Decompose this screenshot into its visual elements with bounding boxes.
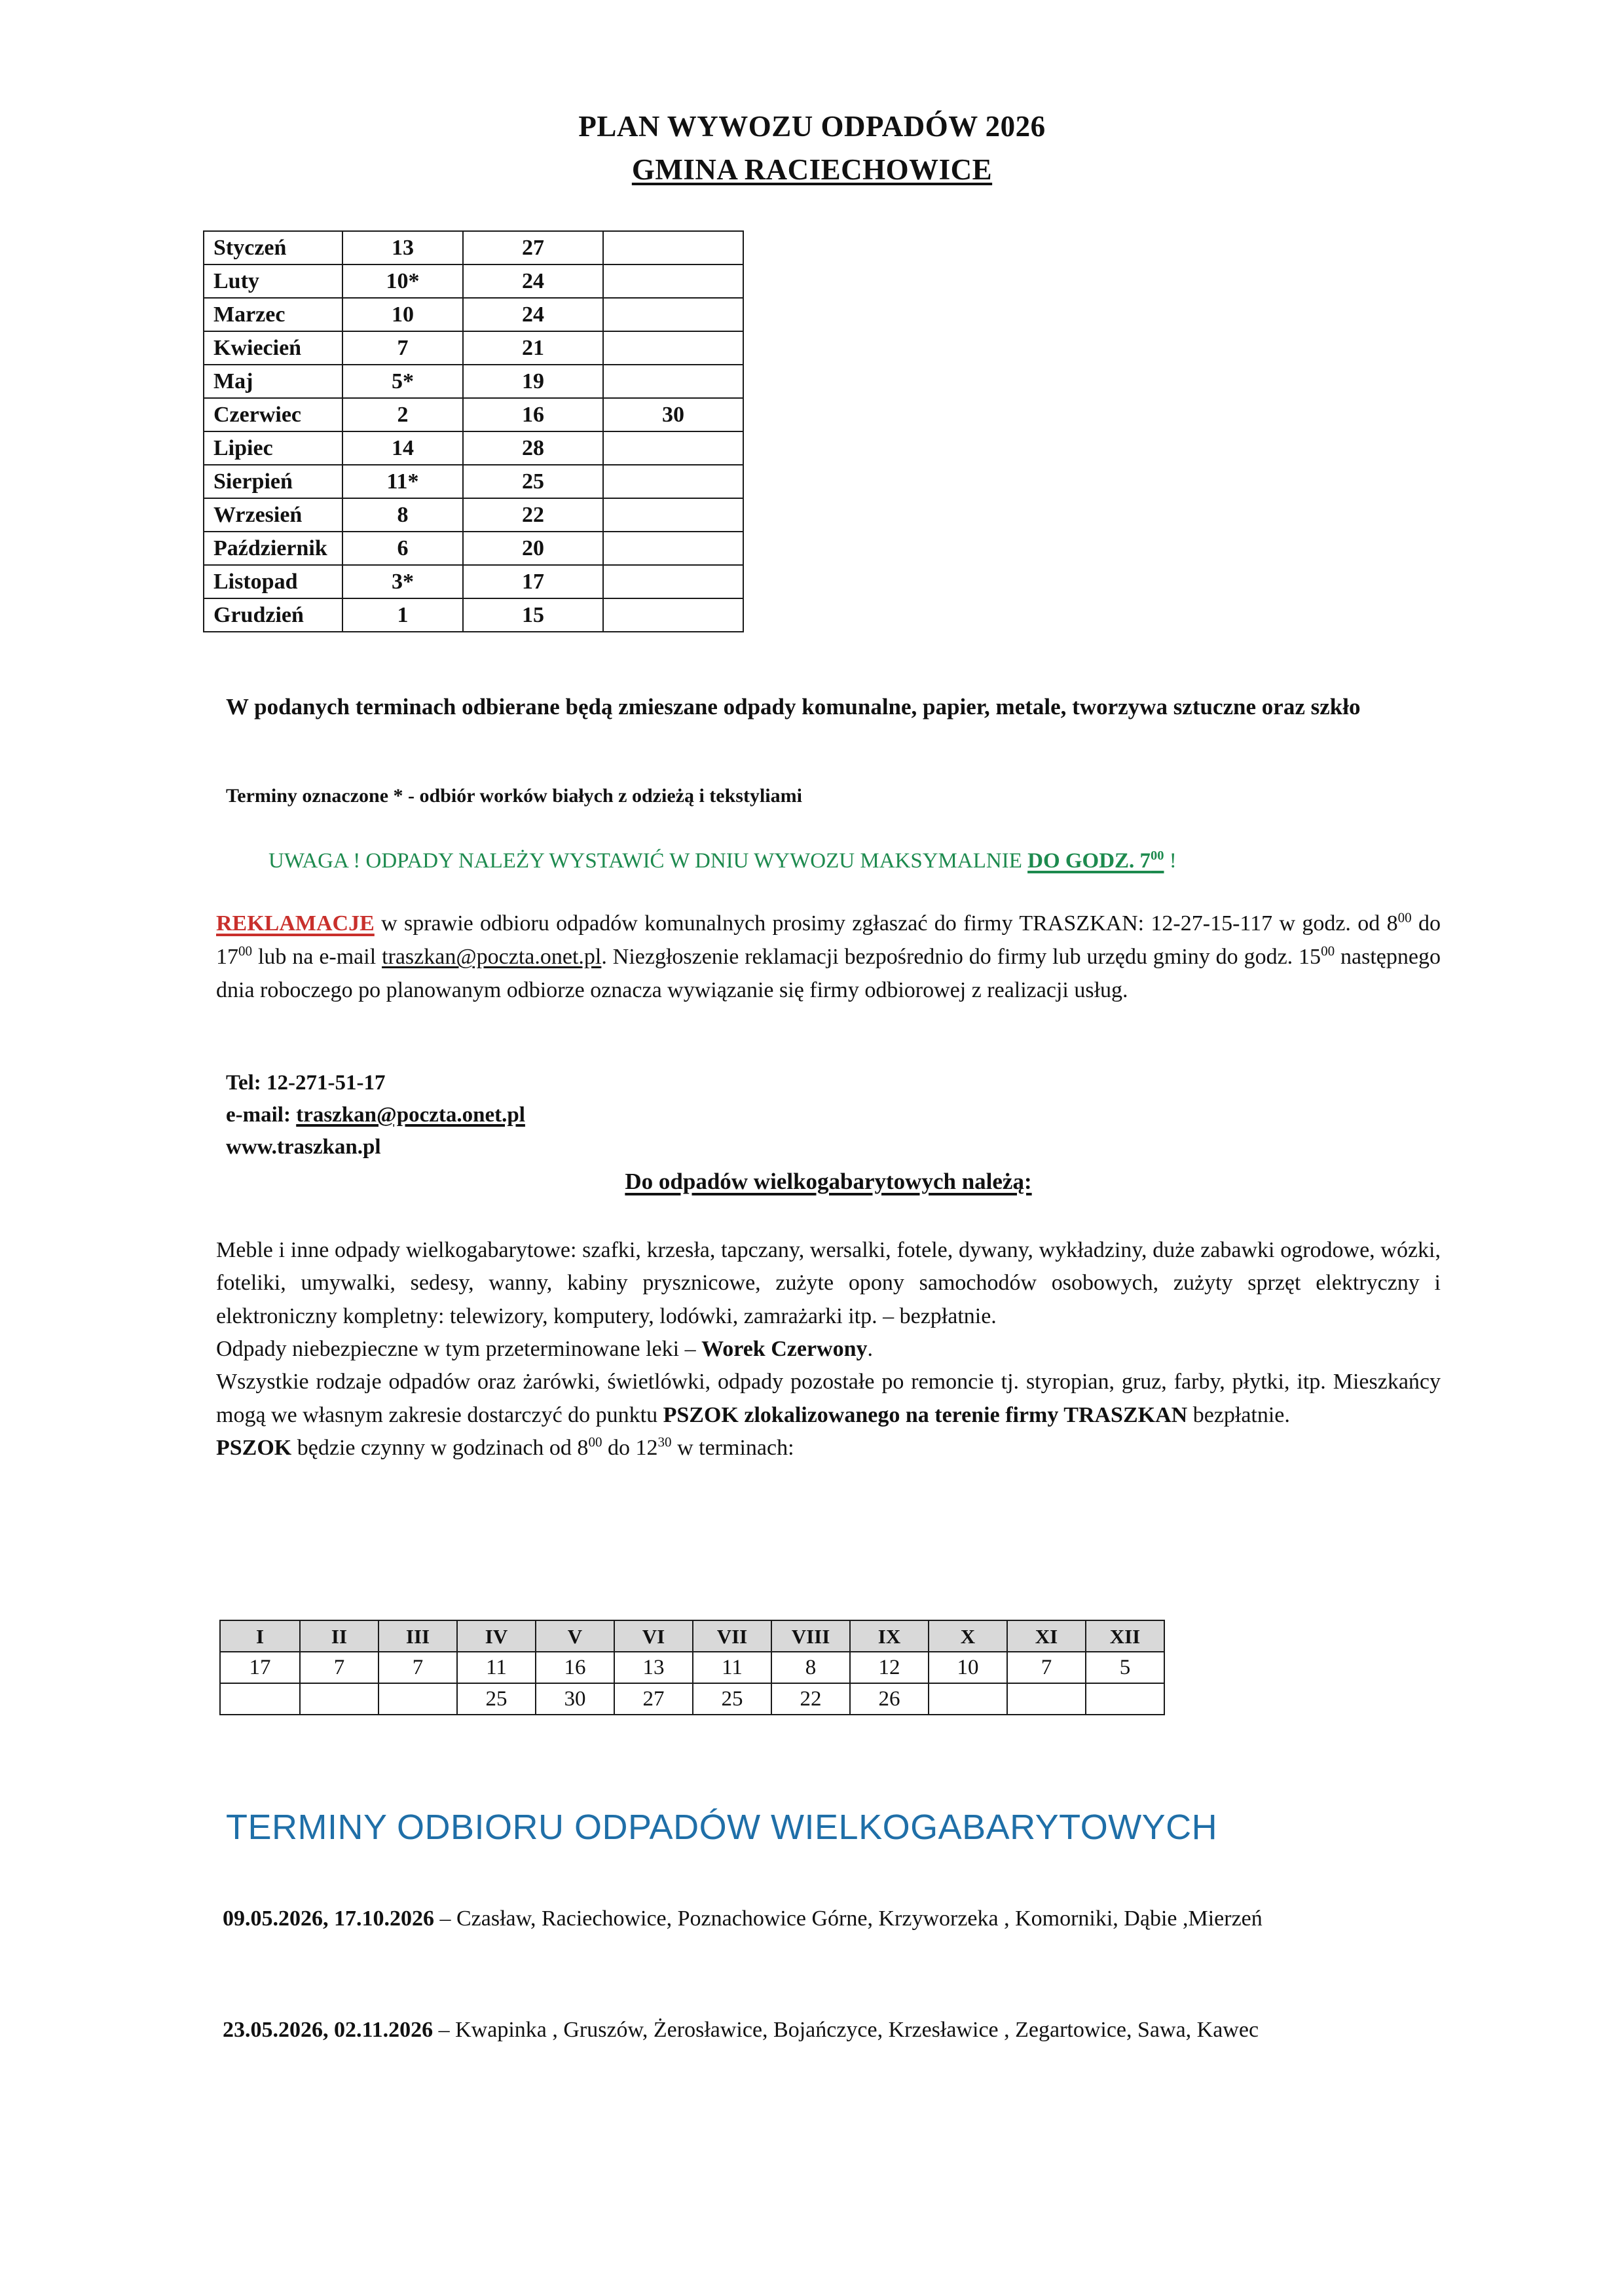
pszok-hours-sup2: 30 — [657, 1434, 672, 1450]
reklamacje-sup2: 00 — [238, 943, 253, 959]
month-date-1-cell: 8 — [342, 498, 463, 532]
month-name-cell: Lipiec — [204, 431, 342, 465]
pszok-date-2-cell — [220, 1683, 300, 1715]
table-row — [204, 431, 743, 465]
pszok-month-header: II — [300, 1620, 378, 1652]
pszok-date-1-cell: 7 — [378, 1652, 457, 1683]
month-date-3-cell — [603, 565, 743, 598]
contact-website-link[interactable]: www.traszkan.pl — [226, 1135, 381, 1159]
bulky-p2-post: . — [867, 1336, 873, 1361]
month-date-3-cell — [603, 298, 743, 331]
reklamacje-email-link[interactable]: traszkan@poczta.onet.pl — [382, 945, 602, 969]
month-name-cell: Styczeń — [204, 231, 342, 264]
table-row — [204, 231, 743, 264]
uwaga-prefix: UWAGA ! ODPADY NALEŻY WYSTAWIĆ W DNIU WYWOZU MAKSYMALNIE — [268, 849, 1028, 873]
uwaga-highlight-sup: 00 — [1151, 848, 1164, 863]
bulky-entry-1-places: – Czasław, Raciechowice, Poznachowice Górne, Krzyworzeka , Komorniki, Dąbie ,Mierzeń — [434, 1906, 1263, 1931]
reklamacje-part1: w sprawie odbioru odpadów komunalnych prosimy zgłaszać do firmy TRASZKAN: 12-27-15-117 w godz. od 8 — [374, 911, 1398, 936]
collected-waste-note: W podanych terminach odbierane będą zmieszane odpady komunalne, papier, metale, tworzywa sztuczne oraz szkło — [226, 694, 1361, 720]
pszok-month-header: XI — [1007, 1620, 1086, 1652]
bulky-paragraph-1: Meble i inne odpady wielkogabarytowe: szafki, krzesła, tapczany, wersalki, fotele, dywany, wykładziny, duże zabawki ogrodowe, wózki, foteliki, umywalki, sedesy, wanny, kabiny prysznicowe, zużyte opony samochodów osobowych, zużyty sprzęt elektryczny i elektroniczny kompletny: telewizory, komputery, lodówki, zamrażarki itp. – bezpłatnie. — [216, 1238, 1441, 1328]
month-name-cell: Sierpień — [204, 465, 342, 498]
month-date-2-cell: 24 — [463, 264, 603, 298]
contact-website-line — [226, 1131, 1012, 1163]
month-date-3-cell — [603, 231, 743, 264]
pszok-month-header: VI — [614, 1620, 693, 1652]
table-row — [204, 298, 743, 331]
pszok-month-header: XII — [1086, 1620, 1164, 1652]
month-date-2-cell: 20 — [463, 532, 603, 565]
month-name-cell: Maj — [204, 365, 342, 398]
table-header-row — [220, 1620, 1164, 1652]
pszok-month-header: III — [378, 1620, 457, 1652]
pszok-date-2-cell: 27 — [614, 1683, 693, 1715]
month-date-3-cell — [603, 498, 743, 532]
pszok-month-header: I — [220, 1620, 300, 1652]
pszok-schedule-table — [219, 1620, 1165, 1715]
bulky-definition-heading-text: Do odpadów wielkogabarytowych należą: — [625, 1169, 1032, 1194]
reklamacje-part2: do 17 — [216, 911, 1441, 969]
pszok-date-2-cell — [929, 1683, 1007, 1715]
pszok-label: PSZOK — [216, 1435, 292, 1460]
contact-email-label: e-mail: — [226, 1102, 297, 1127]
bulky-p2-bold: Worek Czerwony — [701, 1336, 868, 1361]
pszok-date-1-cell: 7 — [300, 1652, 378, 1683]
month-date-3-cell — [603, 431, 743, 465]
uwaga-highlight-text: DO GODZ. 7 — [1027, 849, 1151, 873]
month-name-cell: Kwiecień — [204, 331, 342, 365]
month-date-1-cell: 10 — [342, 298, 463, 331]
contact-email-link[interactable]: traszkan@poczta.onet.pl — [296, 1102, 525, 1127]
page-title: PLAN WYWOZU ODPADÓW 2026 — [578, 110, 1046, 143]
month-name-cell: Luty — [204, 264, 342, 298]
month-date-1-cell: 5* — [342, 365, 463, 398]
pszok-date-1-cell: 11 — [457, 1652, 536, 1683]
month-date-1-cell: 13 — [342, 231, 463, 264]
pszok-date-1-cell: 13 — [614, 1652, 693, 1683]
contact-phone-label: Tel: — [226, 1071, 267, 1095]
month-date-1-cell: 6 — [342, 532, 463, 565]
contact-email-line — [226, 1099, 1012, 1131]
pszok-date-1-cell: 11 — [693, 1652, 771, 1683]
page-subtitle: GMINA RACIECHOWICE — [631, 153, 993, 187]
uwaga-suffix: ! — [1164, 849, 1177, 873]
table-row — [204, 565, 743, 598]
table-row — [204, 365, 743, 398]
contact-block — [226, 1067, 1012, 1163]
month-date-2-cell: 24 — [463, 298, 603, 331]
month-date-2-cell: 21 — [463, 331, 603, 365]
asterisk-note: Terminy oznaczone * - odbiór worków białych z odzieżą i tekstyliami — [226, 785, 802, 807]
bulky-p3-post: bezpłatnie. — [1187, 1402, 1290, 1427]
month-date-2-cell: 17 — [463, 565, 603, 598]
pszok-hours-a: będzie czynny w godzinach od 8 — [291, 1435, 589, 1460]
reklamacje-label: REKLAMACJE — [216, 911, 375, 936]
reklamacje-part3: lub na e-mail — [252, 945, 382, 969]
month-date-1-cell: 14 — [342, 431, 463, 465]
month-date-1-cell: 7 — [342, 331, 463, 365]
pszok-date-1-cell: 16 — [536, 1652, 614, 1683]
pszok-date-2-cell: 30 — [536, 1683, 614, 1715]
bulky-entry-1 — [223, 1902, 1447, 1935]
pszok-date-2-cell: 25 — [693, 1683, 771, 1715]
month-name-cell: Czerwiec — [204, 398, 342, 431]
month-date-2-cell: 19 — [463, 365, 603, 398]
pszok-date-2-cell: 26 — [850, 1683, 929, 1715]
bulky-definition-body — [216, 1234, 1441, 1465]
reklamacje-part5: następnego dnia roboczego po planowanym odbiorze oznacza wywiązanie się firmy odbiorowej z realizacji usług. — [216, 945, 1441, 1002]
table-row — [204, 498, 743, 532]
pszok-month-header: X — [929, 1620, 1007, 1652]
month-date-2-cell: 27 — [463, 231, 603, 264]
bulky-p3-pre: Wszystkie rodzaje odpadów oraz żarówki, świetlówki, odpady pozostałe po remoncie tj. styropian, gruz, farby, płytki, itp. Mieszkańcy mogą we własnym zakresie dostarczyć do punktu — [216, 1370, 1441, 1427]
bulky-paragraph-2 — [216, 1333, 1441, 1366]
pszok-date-2-cell — [300, 1683, 378, 1715]
pszok-month-header: VIII — [771, 1620, 850, 1652]
reklamacje-sup3: 00 — [1321, 943, 1335, 959]
month-date-1-cell: 10* — [342, 264, 463, 298]
table-row — [220, 1683, 1164, 1715]
month-date-3-cell — [603, 365, 743, 398]
contact-phone-line — [226, 1067, 1012, 1099]
pszok-date-1-cell: 8 — [771, 1652, 850, 1683]
month-name-cell: Grudzień — [204, 598, 342, 632]
bulky-p2-pre: Odpady niebezpieczne w tym przeterminowane leki – — [216, 1336, 702, 1361]
month-date-2-cell: 25 — [463, 465, 603, 498]
pszok-date-1-cell: 17 — [220, 1652, 300, 1683]
pszok-hours-b: do 12 — [602, 1435, 658, 1460]
month-date-2-cell: 16 — [463, 398, 603, 431]
month-date-3-cell: 30 — [603, 398, 743, 431]
bulky-collection-heading: TERMINY ODBIORU ODPADÓW WIELKOGABARYTOWYCH — [226, 1808, 1218, 1847]
month-date-3-cell — [603, 598, 743, 632]
pszok-date-2-cell — [1086, 1683, 1164, 1715]
table-row — [204, 465, 743, 498]
bulky-entry-2-dates: 23.05.2026, 02.11.2026 — [223, 2018, 434, 2042]
month-date-1-cell: 11* — [342, 465, 463, 498]
pszok-date-1-cell: 12 — [850, 1652, 929, 1683]
table-row — [204, 398, 743, 431]
uwaga-notice — [268, 846, 1447, 877]
pszok-date-1-cell: 10 — [929, 1652, 1007, 1683]
table-row — [220, 1652, 1164, 1683]
bulky-entry-2-places: – Kwapinka , Gruszów, Żerosławice, Bojańczyce, Krzesławice , Zegartowice, Sawa, Kawec — [433, 2018, 1259, 2042]
table-row — [204, 532, 743, 565]
uwaga-highlight — [1027, 849, 1164, 873]
pszok-month-header: IX — [850, 1620, 929, 1652]
bulky-p3-bold: PSZOK zlokalizowanego na terenie firmy TRASZKAN — [663, 1402, 1188, 1427]
table-row — [204, 264, 743, 298]
pszok-date-1-cell: 7 — [1007, 1652, 1086, 1683]
pszok-date-2-cell: 25 — [457, 1683, 536, 1715]
pszok-hours-sup1: 00 — [588, 1434, 602, 1450]
pszok-date-2-cell — [1007, 1683, 1086, 1715]
month-date-3-cell — [603, 465, 743, 498]
month-name-cell: Październik — [204, 532, 342, 565]
bulky-entry-2 — [223, 2013, 1447, 2047]
bulky-paragraph-4 — [216, 1432, 1441, 1465]
table-row — [204, 331, 743, 365]
collection-schedule-table — [203, 230, 744, 632]
document-title-block — [0, 0, 1624, 187]
pszok-month-header: IV — [457, 1620, 536, 1652]
pszok-month-header: V — [536, 1620, 614, 1652]
pszok-date-2-cell: 22 — [771, 1683, 850, 1715]
pszok-hours-c: w terminach: — [671, 1435, 794, 1460]
month-date-3-cell — [603, 331, 743, 365]
month-date-2-cell: 28 — [463, 431, 603, 465]
reklamacje-sup1: 00 — [1397, 909, 1412, 926]
contact-phone-value[interactable]: 12-271-51-17 — [267, 1071, 386, 1095]
month-name-cell: Wrzesień — [204, 498, 342, 532]
month-name-cell: Listopad — [204, 565, 342, 598]
month-name-cell: Marzec — [204, 298, 342, 331]
bulky-entry-1-dates: 09.05.2026, 17.10.2026 — [223, 1906, 434, 1931]
bulky-paragraph-3 — [216, 1366, 1441, 1432]
month-date-1-cell: 2 — [342, 398, 463, 431]
month-date-2-cell: 15 — [463, 598, 603, 632]
bulky-definition-heading — [216, 1165, 1441, 1198]
reklamacje-part4: . Niezgłoszenie reklamacji bezpośrednio do firmy lub urzędu gminy do godz. 15 — [601, 945, 1321, 969]
pszok-month-header: VII — [693, 1620, 771, 1652]
pszok-date-2-cell — [378, 1683, 457, 1715]
month-date-3-cell — [603, 532, 743, 565]
month-date-2-cell: 22 — [463, 498, 603, 532]
month-date-3-cell — [603, 264, 743, 298]
month-date-1-cell: 1 — [342, 598, 463, 632]
month-date-1-cell: 3* — [342, 565, 463, 598]
pszok-date-1-cell: 5 — [1086, 1652, 1164, 1683]
reklamacje-paragraph — [216, 907, 1441, 1007]
table-row — [204, 598, 743, 632]
